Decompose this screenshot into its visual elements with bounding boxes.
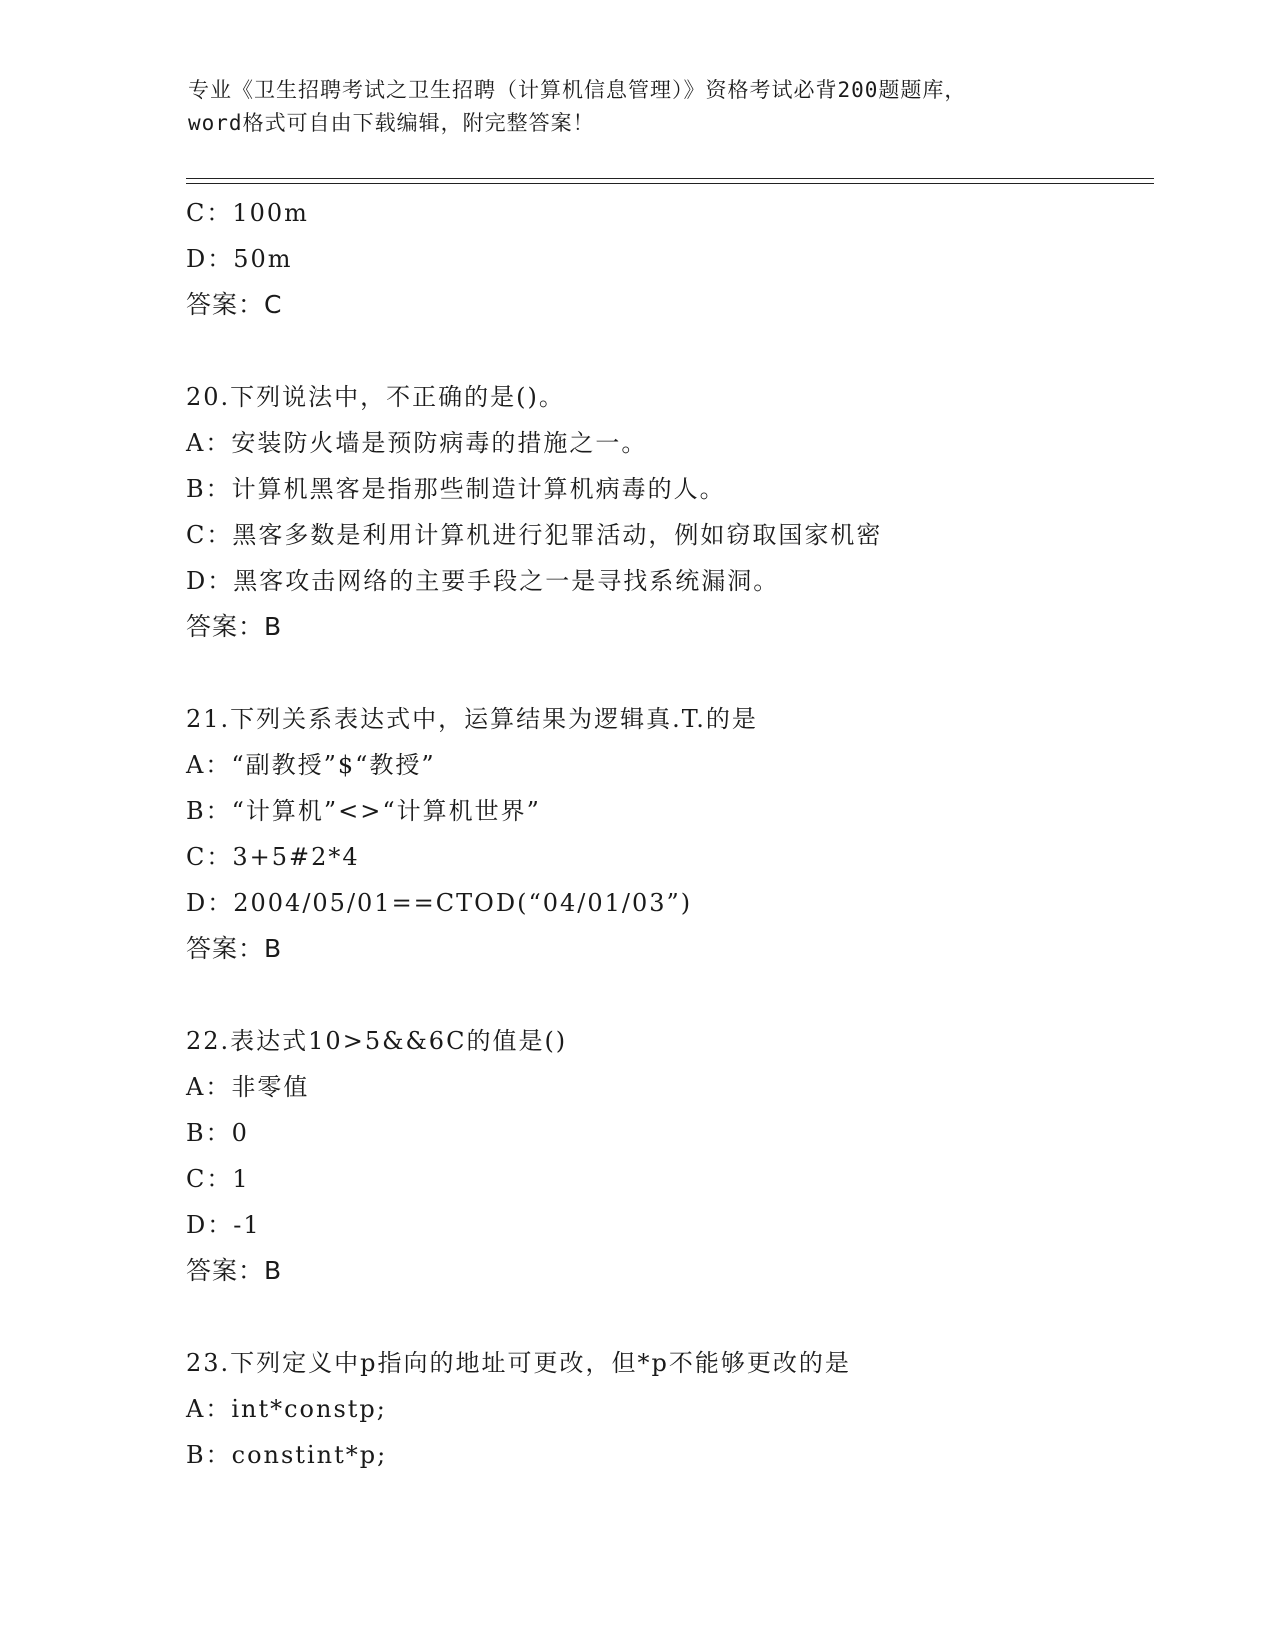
- question-21: [186, 696, 1166, 972]
- option-c: C：1: [186, 1165, 250, 1193]
- question-text: 20.下列说法中，不正确的是()。: [186, 383, 565, 411]
- option-d: D：黑客攻击网络的主要手段之一是寻找系统漏洞。: [186, 567, 780, 595]
- option-b: B：计算机黑客是指那些制造计算机病毒的人。: [186, 475, 726, 503]
- answer-label: 答案：B: [186, 934, 283, 963]
- question-20: [186, 374, 1166, 650]
- document-header: [188, 74, 1088, 140]
- question-22: [186, 1018, 1166, 1294]
- option-c: C：黑客多数是利用计算机进行犯罪活动，例如窃取国家机密: [186, 521, 883, 549]
- option-d: D：-1: [186, 1211, 261, 1239]
- header-title-line-1: 专业《卫生招聘考试之卫生招聘（计算机信息管理）》资格考试必背200题题库，: [188, 78, 967, 102]
- answer-label: 答案：C: [186, 290, 283, 319]
- header-divider-top: [186, 178, 1154, 179]
- option-c: C：3+5#2*4: [186, 843, 360, 871]
- option-d: D：2004/05/01==CTOD(“04/01/03”): [186, 889, 693, 917]
- question-list: [186, 190, 1166, 1478]
- question-text: 21.下列关系表达式中，运算结果为逻辑真.T.的是: [186, 705, 758, 733]
- answer-label: 答案：B: [186, 612, 283, 641]
- question-19-partial: [186, 190, 1166, 328]
- option-c: C：100m: [186, 199, 309, 227]
- spacer: [186, 1294, 1166, 1340]
- header-title-line-2: word格式可自由下载编辑，附完整答案！: [188, 111, 595, 135]
- question-23: [186, 1340, 1166, 1478]
- option-b: B：“计算机”<>“计算机世界”: [186, 797, 541, 825]
- option-a: A：安装防火墙是预防病毒的措施之一。: [186, 429, 648, 457]
- option-d: D：50m: [186, 245, 293, 273]
- answer-label: 答案：B: [186, 1256, 283, 1285]
- question-text: 22.表达式10>5&&6C的值是(): [186, 1027, 568, 1055]
- spacer: [186, 650, 1166, 696]
- option-b: B：0: [186, 1119, 249, 1147]
- question-text: 23.下列定义中p指向的地址可更改，但*p不能够更改的是: [186, 1349, 851, 1377]
- spacer: [186, 972, 1166, 1018]
- option-a: A：非零值: [186, 1073, 310, 1101]
- option-a: A：“副教授”$“教授”: [186, 751, 436, 779]
- option-a: A：int*constp;: [186, 1395, 387, 1423]
- option-b: B：constint*p;: [186, 1441, 388, 1469]
- header-divider-bottom: [186, 183, 1154, 184]
- spacer: [186, 328, 1166, 374]
